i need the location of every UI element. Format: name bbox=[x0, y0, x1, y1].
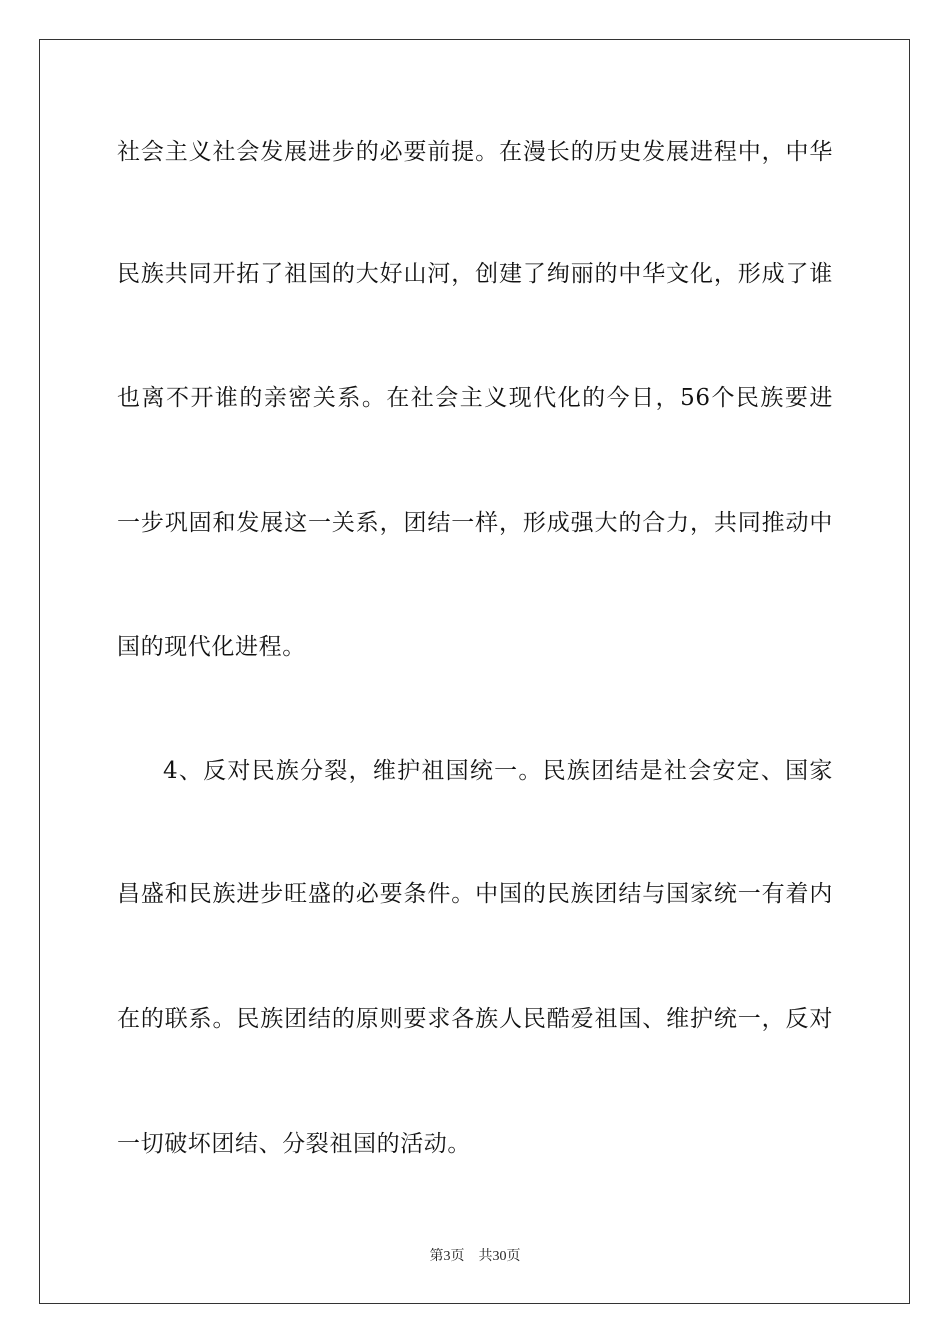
paragraph-line: 民族共同开拓了祖国的大好山河，创建了绚丽的中华文化，形成了谁 bbox=[117, 261, 833, 287]
page-footer bbox=[0, 1248, 950, 1266]
paragraph-line: 社会主义社会发展进步的必要前提。在漫长的历史发展进程中，中华 bbox=[117, 139, 833, 165]
paragraph-line: 一步巩固和发展这一关系，团结一样，形成强大的合力，共同推动中 bbox=[117, 510, 833, 536]
paragraph-line: 一切破坏团结、分裂祖国的活动。 bbox=[117, 1131, 471, 1157]
page-total: 共30页 bbox=[478, 1249, 521, 1264]
paragraph-line: 国的现代化进程。 bbox=[117, 634, 306, 660]
page-number: 第3页 bbox=[429, 1249, 465, 1264]
paragraph-line: 4、反对民族分裂，维护祖国统一。民族团结是社会安定、国家 bbox=[163, 758, 833, 784]
paragraph-line: 也离不开谁的亲密关系。在社会主义现代化的今日，56个民族要进 bbox=[117, 385, 833, 411]
page-border bbox=[39, 39, 910, 1304]
paragraph-line: 昌盛和民族进步旺盛的必要条件。中国的民族团结与国家统一有着内 bbox=[117, 881, 833, 907]
paragraph-line: 在的联系。民族团结的原则要求各族人民酷爱祖国、维护统一，反对 bbox=[117, 1006, 833, 1032]
